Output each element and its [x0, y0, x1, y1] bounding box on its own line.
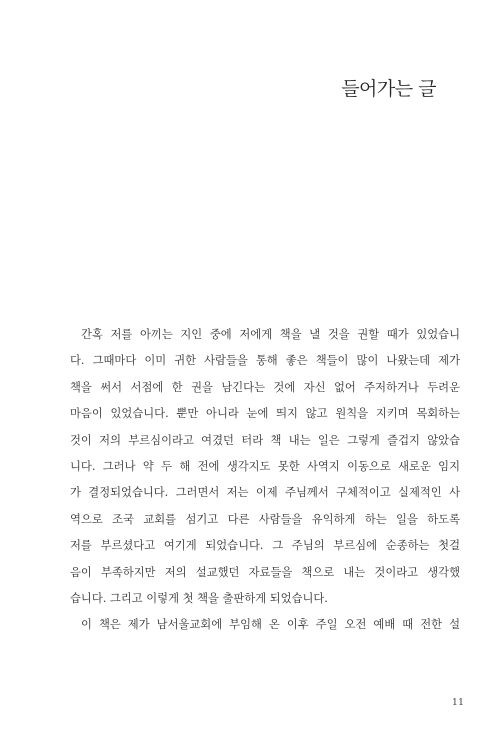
text-line: 습니다. 그리고 이렇게 첫 책을 출판하게 되었습니다. — [70, 591, 328, 605]
text-line: 가 결정되었습니다. 그러면서 저는 이제 주님께서 구체적이고 실제적인 사 — [70, 486, 460, 500]
text-line: 다. 그때마다 이미 귀한 사람들을 통해 좋은 책들이 많이 나왔는데 제가 — [70, 354, 460, 368]
text-line: 저를 부르셨다고 여기게 되었습니다. 그 주님의 부르심에 순종하는 첫걸 — [70, 539, 460, 553]
text-line: 책을 써서 서점에 한 권을 남긴다는 것에 자신 없어 주저하거나 두려운 — [70, 380, 460, 394]
text-line: 마음이 있었습니다. 뿐만 아니라 눈에 띄지 않고 원칙을 지키며 목회하는 — [70, 407, 460, 421]
text-line: 음이 부족하지만 저의 설교했던 자료들을 책으로 내는 것이라고 생각했 — [70, 565, 460, 579]
text-line: 역으로 조국 교회를 섬기고 다른 사람들을 유익하게 하는 일을 하도록 — [70, 512, 460, 526]
text-line: 간혹 저를 아끼는 지인 중에 저에게 책을 낼 것을 권할 때가 있었습니 — [81, 328, 460, 341]
text-line: 것이 저의 부르심이라고 여겼던 터라 책 내는 일은 그렇게 즐겁지 않았습 — [70, 433, 460, 447]
page-number: 11 — [451, 697, 464, 708]
chapter-title: 들어가는 글 — [341, 78, 436, 100]
body-text — [70, 322, 460, 639]
text-line: 니다. 그러나 약 두 해 전에 생각지도 못한 사역지 이동으로 새로운 임지 — [70, 459, 460, 473]
text-line: 이 책은 제가 남서울교회에 부임해 온 이후 주일 오전 예배 때 전한 설 — [81, 618, 460, 632]
